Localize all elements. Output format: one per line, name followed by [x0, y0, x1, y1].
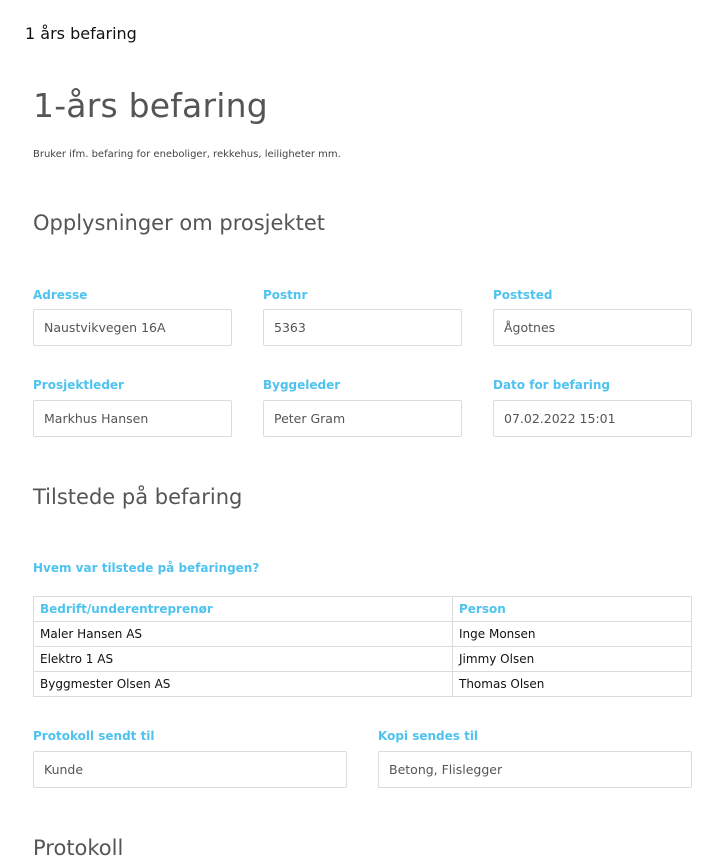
column-header-person: Person [453, 597, 692, 622]
company-cell[interactable]: Byggmester Olsen AS [34, 672, 453, 697]
protocol-sent-to-field[interactable]: Kunde [33, 751, 347, 788]
company-cell[interactable]: Elektro 1 AS [34, 647, 453, 672]
poststed-label: Poststed [493, 288, 553, 302]
construction-lead-label: Byggeleder [263, 378, 341, 392]
section-title-project: Opplysninger om prosjektet [33, 211, 325, 235]
attendance-question-label: Hvem var tilstede på befaringen? [33, 561, 260, 575]
protocol-sent-to-label: Protokoll sendt til [33, 729, 155, 743]
table-row [34, 672, 692, 697]
inspection-date-label: Dato for befaring [493, 378, 610, 392]
address-field[interactable]: Naustvikvegen 16A [33, 309, 232, 346]
project-lead-label: Prosjektleder [33, 378, 124, 392]
company-cell[interactable]: Maler Hansen AS [34, 622, 453, 647]
table-header-row [34, 597, 692, 622]
postnr-field[interactable]: 5363 [263, 309, 462, 346]
copy-sent-to-field[interactable]: Betong, Flislegger [378, 751, 692, 788]
project-lead-field[interactable]: Markhus Hansen [33, 400, 232, 437]
attendees-table [33, 596, 692, 697]
poststed-field[interactable]: Ågotnes [493, 309, 692, 346]
column-header-company: Bedrift/underentreprenør [34, 597, 453, 622]
person-cell[interactable]: Thomas Olsen [453, 672, 692, 697]
copy-sent-to-label: Kopi sendes til [378, 729, 479, 743]
section-title-protocol: Protokoll [33, 836, 124, 860]
document-header-title: 1 års befaring [25, 24, 137, 43]
inspection-date-field[interactable]: 07.02.2022 15:01 [493, 400, 692, 437]
table-row [34, 622, 692, 647]
postnr-label: Postnr [263, 288, 308, 302]
person-cell[interactable]: Inge Monsen [453, 622, 692, 647]
table-row [34, 647, 692, 672]
section-title-attendance: Tilstede på befaring [33, 485, 243, 509]
page-title: 1-års befaring [33, 86, 268, 125]
construction-lead-field[interactable]: Peter Gram [263, 400, 462, 437]
address-label: Adresse [33, 288, 88, 302]
person-cell[interactable]: Jimmy Olsen [453, 647, 692, 672]
page-description: Bruker ifm. befaring for eneboliger, rekkehus, leiligheter mm. [33, 149, 341, 160]
